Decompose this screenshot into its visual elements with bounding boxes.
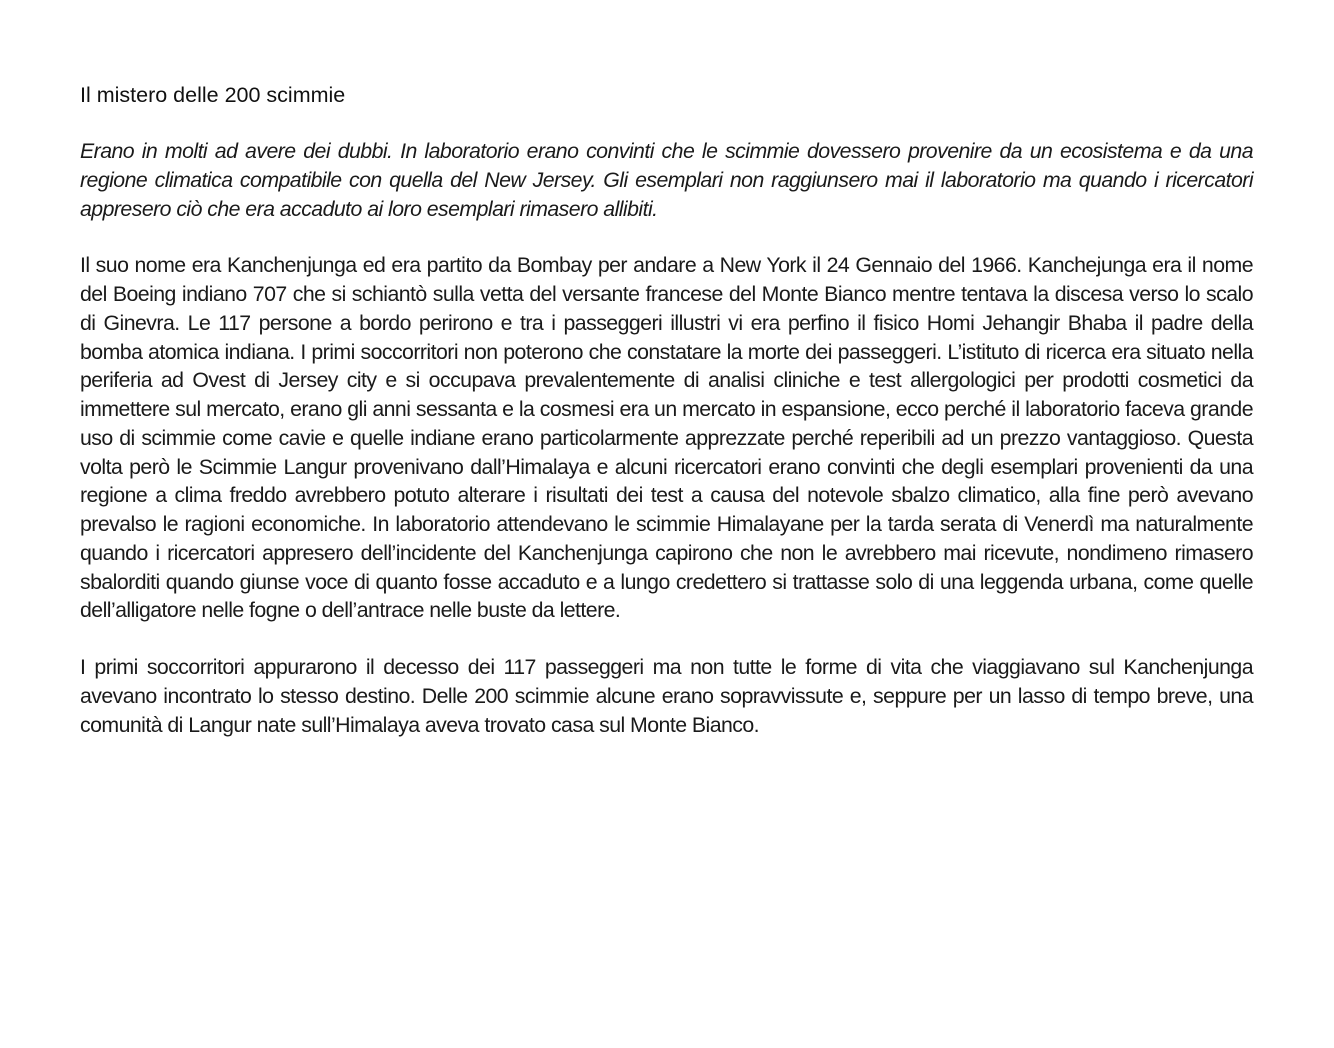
body-paragraph-2: I primi soccorritori appurarono il decesso dei 117 passeggeri ma non tutte le forme di vita che viaggiavano sul Kanchenjunga avevano incontrato lo stesso destino. Delle 200 scimmie alcune erano sopravvissute e, seppure per un lasso di tempo breve, una comunità di Langur nate sull’Himalaya aveva trovato casa sul Monte Bianco. xyxy=(80,655,1253,737)
intro-paragraph: Erano in molti ad avere dei dubbi. In laboratorio erano convinti che le scimmie dovessero provenire da un ecosistema e da una regione climatica compatibile con quella del New Jersey. Gli esemplari non raggiunsero mai il laboratorio ma quando i ricercatori appresero ciò che era accaduto ai loro esemplari rimasero allibiti. xyxy=(80,139,1253,221)
document-page xyxy=(80,80,1253,739)
body-paragraph-1: Il suo nome era Kanchenjunga ed era partito da Bombay per andare a New York il 24 Gennaio del 1966. Kanchejunga era il nome del Boeing indiano 707 che si schiantò sulla vetta del versante francese del Monte Bianco mentre tentava la discesa verso lo scalo di Ginevra. Le 117 persone a bordo perirono e tra i passeggeri illustri vi era perfino il fisico Homi Jehangir Bhaba il padre della bomba atomica indiana. I primi soccorritori non poterono che constatare la morte dei passeggeri. L’istituto di ricerca era situato nella periferia ad Ovest di Jersey city e si occupava prevalentemente di analisi cliniche e test allergologici per prodotti cosmetici da immettere sul mercato, erano gli anni sessanta e la cosmesi era un mercato in espansione, ecco perché il laboratorio faceva grande uso di scimmie come cavie e quelle indiane erano particolarmente apprezzate perché reperibili ad un prezzo vantaggioso. Questa volta però le Scimmie Langur provenivano dall’Himalaya e alcuni ricercatori erano convinti che degli esemplari provenienti da una regione a clima freddo avrebbero potuto alterare i risultati dei test a causa del notevole sbalzo climatico, alla fine però avevano prevalso le ragioni economiche. In laboratorio attendevano le scimmie Himalayane per la tarda serata di Venerdì ma naturalmente quando i ricercatori appresero dell’incidente del Kanchenjunga capirono che non le avrebbero mai ricevute, nondimeno rimasero sbalorditi quando giunse voce di quanto fosse accaduto e a lungo credettero si trattasse solo di una leggenda urbana, come quelle dell’alligatore nelle fogne o dell’antrace nelle buste da lettere. xyxy=(80,253,1253,623)
document-title: Il mistero delle 200 scimmie xyxy=(80,83,346,107)
